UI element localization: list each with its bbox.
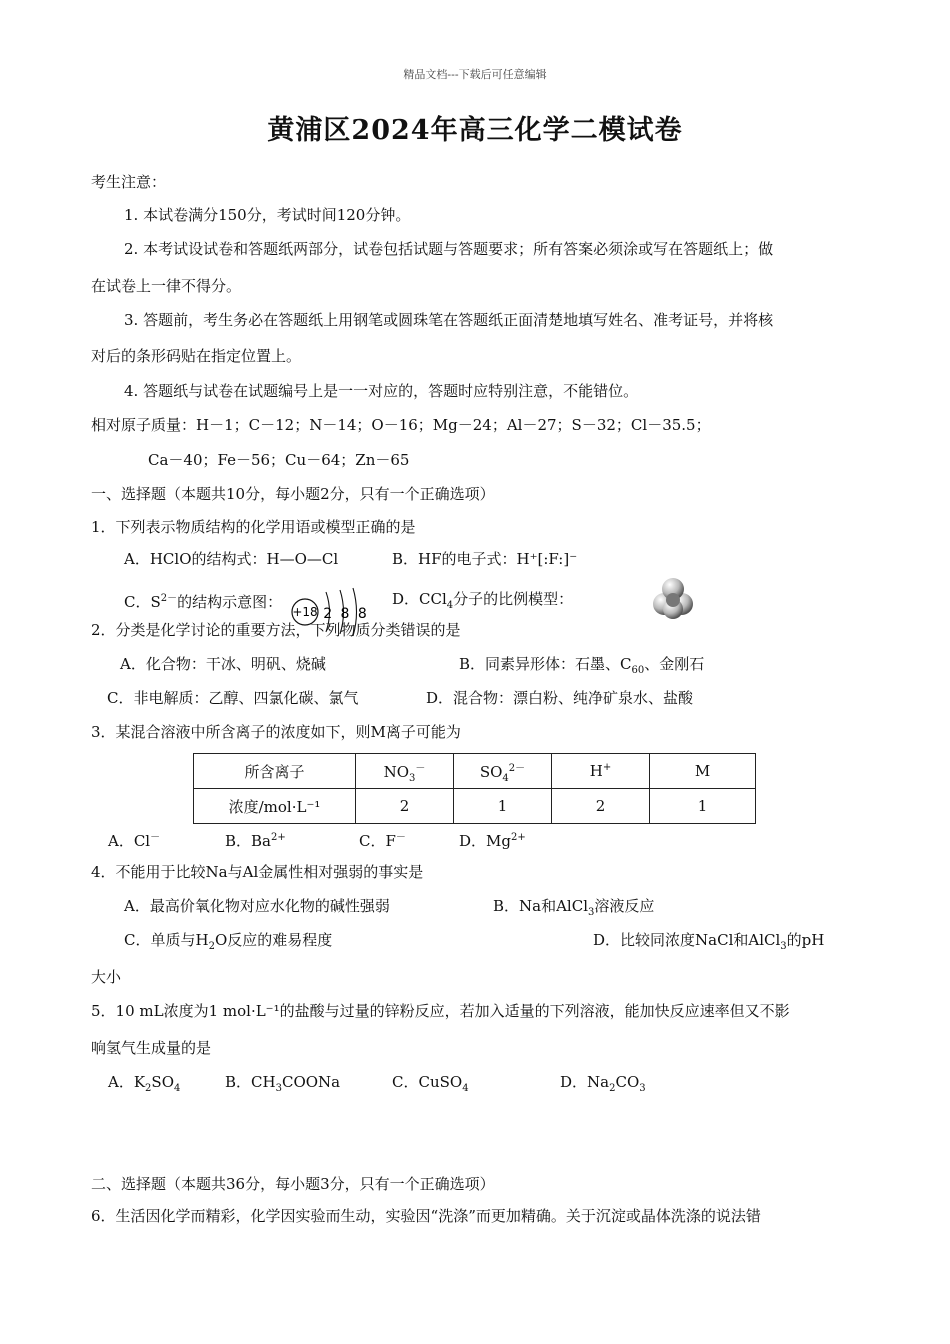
q1-option-d: D．CCl$_4$分子的比例模型： <box>392 590 574 611</box>
notice-item-3: 3. 答题前，考生务必在答题纸上用钢笔或圆珠笔在答题纸正面清楚地填写姓名、准考证号，并将核 <box>124 311 774 329</box>
notice-item-2-cont: 在试卷上一律不得分。 <box>91 277 242 295</box>
table-row <box>194 789 756 824</box>
table-cell: H+ <box>552 754 650 789</box>
q1-stem: 1．下列表示物质结构的化学用语或模型正确的是 <box>91 518 416 536</box>
hf-electron-formula: H⁺[:F:]⁻ <box>516 550 578 568</box>
q4-option-b: B．Na和AlCl$_3$溶液反应 <box>493 897 655 918</box>
table-cell: 1 <box>650 789 756 824</box>
q6-stem-line-1: 6．生活因化学而精彩，化学因实验而生动，实验因“洗涤”而更加精确。关于沉淀或晶体洗涤的说法错 <box>91 1207 761 1225</box>
q2-stem: 2．分类是化学讨论的重要方法，下列物质分类错误的是 <box>91 621 461 639</box>
notice-heading: 考生注意： <box>91 173 167 191</box>
q3-option-c: C．F－ <box>359 832 406 850</box>
q3-option-a: A．Cl－ <box>108 832 161 850</box>
table-cell: 所含离子 <box>194 754 356 789</box>
q5-stem-line-2: 响氢气生成量的是 <box>91 1039 212 1057</box>
q5-option-c: C．CuSO$_4$ <box>392 1073 469 1094</box>
q5-option-b: B．$CH_3COONa$ <box>225 1073 341 1094</box>
q5-option-a: A．$K_2SO_4$ <box>108 1073 181 1094</box>
table-cell: $NO_3^-$ <box>356 754 454 789</box>
nucleus-charge: +18 <box>292 605 318 619</box>
page-title: 黄浦区2024年高三化学二模试卷 <box>267 115 683 146</box>
table-cell: 2 <box>356 789 454 824</box>
q5-stem-line-1: 5．10 mL浓度为1 mol·L⁻¹的盐酸与过量的锌粉反应，若加入适量的下列溶液，能加快反应速率但又不影 <box>91 1002 790 1020</box>
table-cell: 2 <box>552 789 650 824</box>
q2-option-c: C．非电解质：乙醇、四氯化碳、氯气 <box>107 689 359 707</box>
q1-option-a: A．HClO的结构式：H—O—Cl <box>124 550 339 568</box>
q2-option-b: B．同素异形体：石墨、$C_{60}$、金刚石 <box>459 655 705 676</box>
q3-option-b: B．$Ba^{2+}$ <box>225 832 286 850</box>
q4-stem: 4．不能用于比较Na与Al金属性相对强弱的事实是 <box>91 863 424 881</box>
q4-option-a: A．最高价氧化物对应水化物的碱性强弱 <box>124 897 390 915</box>
table-cell: 浓度/mol·L⁻¹ <box>194 789 356 824</box>
q5-option-d: D．$Na_2CO_3$ <box>560 1073 646 1094</box>
table-cell: M <box>650 754 756 789</box>
q4-option-d-cont: 大小 <box>91 968 122 986</box>
q4-option-d: D．比较同浓度NaCl和AlCl$_3$的pH <box>593 931 825 952</box>
notice-item-3-cont: 对后的条形码贴在指定位置上。 <box>91 347 302 365</box>
table-row <box>194 754 756 789</box>
section-1-heading: 一、选择题（本题共10分，每小题2分，只有一个正确选项） <box>91 485 495 503</box>
q3-option-d: D．$Mg^{2+}$ <box>459 832 526 850</box>
atomic-masses-line-2: Ca－40；Fe－56；Cu－64；Zn－65 <box>148 451 410 469</box>
q3-stem: 3．某混合溶液中所含离子的浓度如下，则M离子可能为 <box>91 723 461 741</box>
atomic-masses-line-1: 相对原子质量：H－1；C－12；N－14；O－16；Mg－24；Al－27；S－32；Cl－35.5； <box>91 416 711 434</box>
q1-option-b: B．HF的电子式：H⁺[:F:]⁻ <box>392 550 578 568</box>
table-cell: $SO_4^{2-}$ <box>454 754 552 789</box>
electron-shells: 2 8 8 <box>323 606 369 622</box>
watermark: 精品文档---下载后可任意编辑 <box>403 68 547 81</box>
section-2-heading: 二、选择题（本题共36分，每小题3分，只有一个正确选项） <box>91 1175 495 1193</box>
q2-option-a: A．化合物：干冰、明矾、烧碱 <box>120 655 326 673</box>
notice-item-2: 2. 本考试设试卷和答题纸两部分，试卷包括试题与答题要求；所有答案必须涂或写在答题纸上；做 <box>124 240 774 258</box>
ccl4-space-filling-model <box>650 576 696 622</box>
q1-option-c: C．$S^{2-}$的结构示意图： <box>124 593 283 611</box>
q2-option-d: D．混合物：漂白粉、纯净矿泉水、盐酸 <box>426 689 694 707</box>
table-cell: 1 <box>454 789 552 824</box>
ion-concentration-table <box>193 753 756 824</box>
notice-item-4: 4. 答题纸与试卷在试题编号上是一一对应的，答题时应特别注意，不能错位。 <box>124 382 639 400</box>
notice-item-1: 1. 本试卷满分150分，考试时间120分钟。 <box>124 206 411 224</box>
q4-option-c: C．单质与$H_2O$反应的难易程度 <box>124 931 333 952</box>
